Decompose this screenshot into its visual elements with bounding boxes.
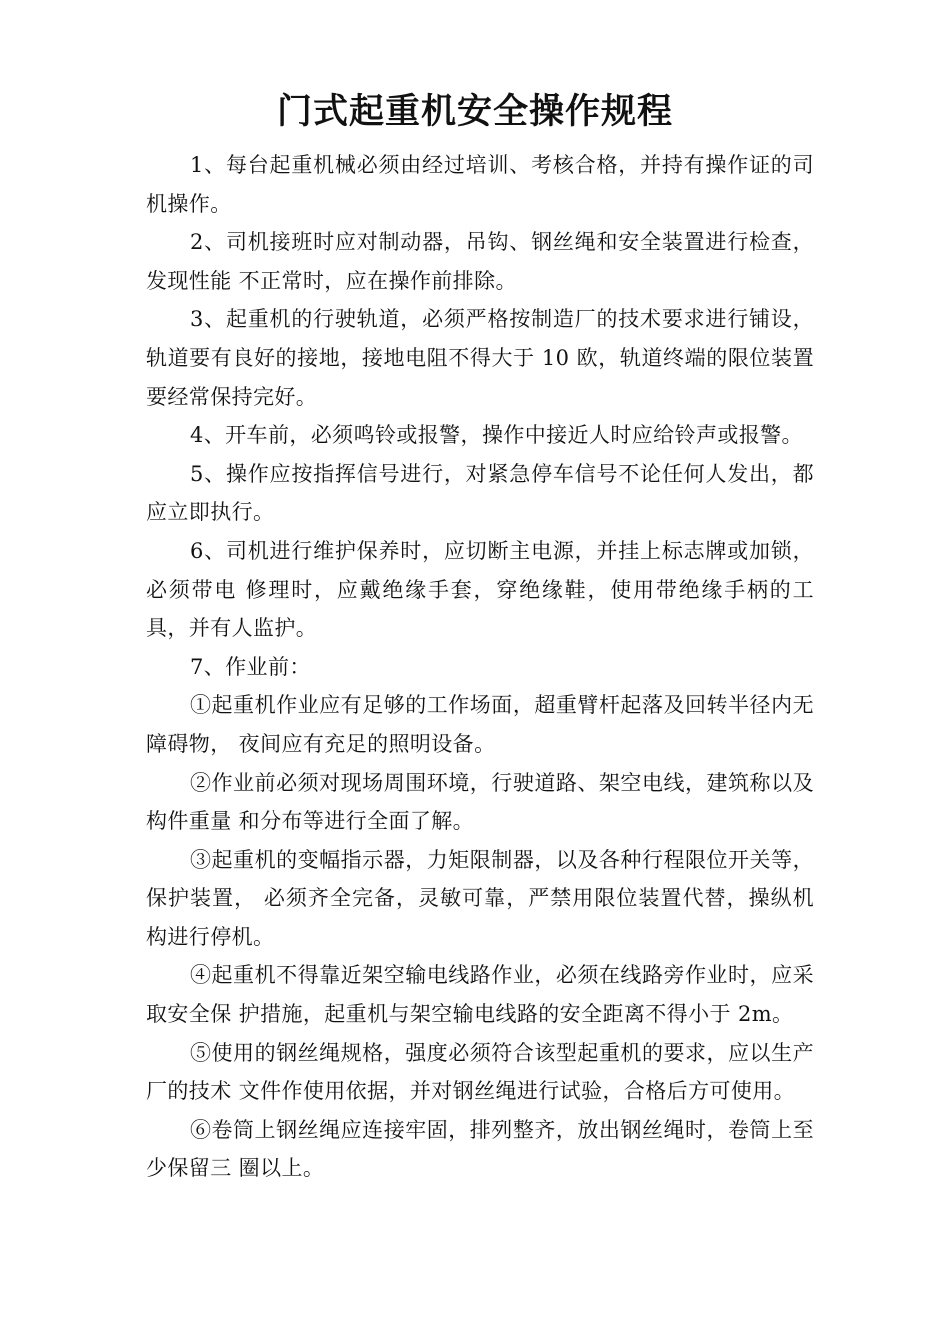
subitem-3: ③起重机的变幅指示器，力矩限制器，以及各种行程限位开关等，保护装置， 必须齐全完备，灵敏可靠，严禁用限位装置代替，操纵机构进行停机。 <box>146 847 814 949</box>
paragraph-6: 6、司机进行维护保养时，应切断主电源，并挂上标志牌或加锁，必须带电 修理时，应戴绝缘手套，穿绝缘鞋，使用带绝缘手柄的工具，并有人监护。 <box>146 538 814 641</box>
paragraph-4: 4、开车前，必须鸣铃或报警，操作中接近人时应给铃声或报警。 <box>190 423 803 448</box>
document-title: 门式起重机安全操作规程 <box>276 92 673 132</box>
paragraph-5: 5、操作应按指挥信号进行，对紧急停车信号不论任何人发出，都应立即执行。 <box>146 461 814 525</box>
paragraph-2: 2、司机接班时应对制动器，吊钩、钢丝绳和安全装置进行检查，发现性能 不正常时，应在操作前排除。 <box>146 230 814 293</box>
subitem-5: ⑤使用的钢丝绳规格，强度必须符合该型起重机的要求，应以生产厂的技术 文件作使用依据，并对钢丝绳进行试验，合格后方可使用。 <box>146 1040 814 1104</box>
subitem-6: ⑥卷筒上钢丝绳应连接牢固，排列整齐，放出钢丝绳时，卷筒上至少保留三 圈以上。 <box>146 1117 814 1181</box>
subitem-1: ①起重机作业应有足够的工作场面，超重臂杆起落及回转半径内无障碍物， 夜间应有充足的照明设备。 <box>146 693 814 756</box>
document-body <box>146 146 814 1188</box>
paragraph-3: 3、起重机的行驶轨道，必须严格按制造厂的技术要求进行铺设，轨道要有良好的接地，接地电阻不得大于 10 欧，轨道终端的限位装置要经常保持完好。 <box>146 307 814 409</box>
subitem-2: ②作业前必须对现场周围环境，行驶道路、架空电线，建筑称以及构件重量 和分布等进行全面了解。 <box>146 770 814 834</box>
subitem-4: ④起重机不得靠近架空输电线路作业，必须在线路旁作业时，应采取安全保 护措施，起重机与架空输电线路的安全距离不得小于 2m。 <box>146 963 814 1027</box>
paragraph-7: 7、作业前： <box>190 654 311 679</box>
paragraph-1: 1、每台起重机械必须由经过培训、考核合格，并持有操作证的司机操作。 <box>146 153 814 216</box>
